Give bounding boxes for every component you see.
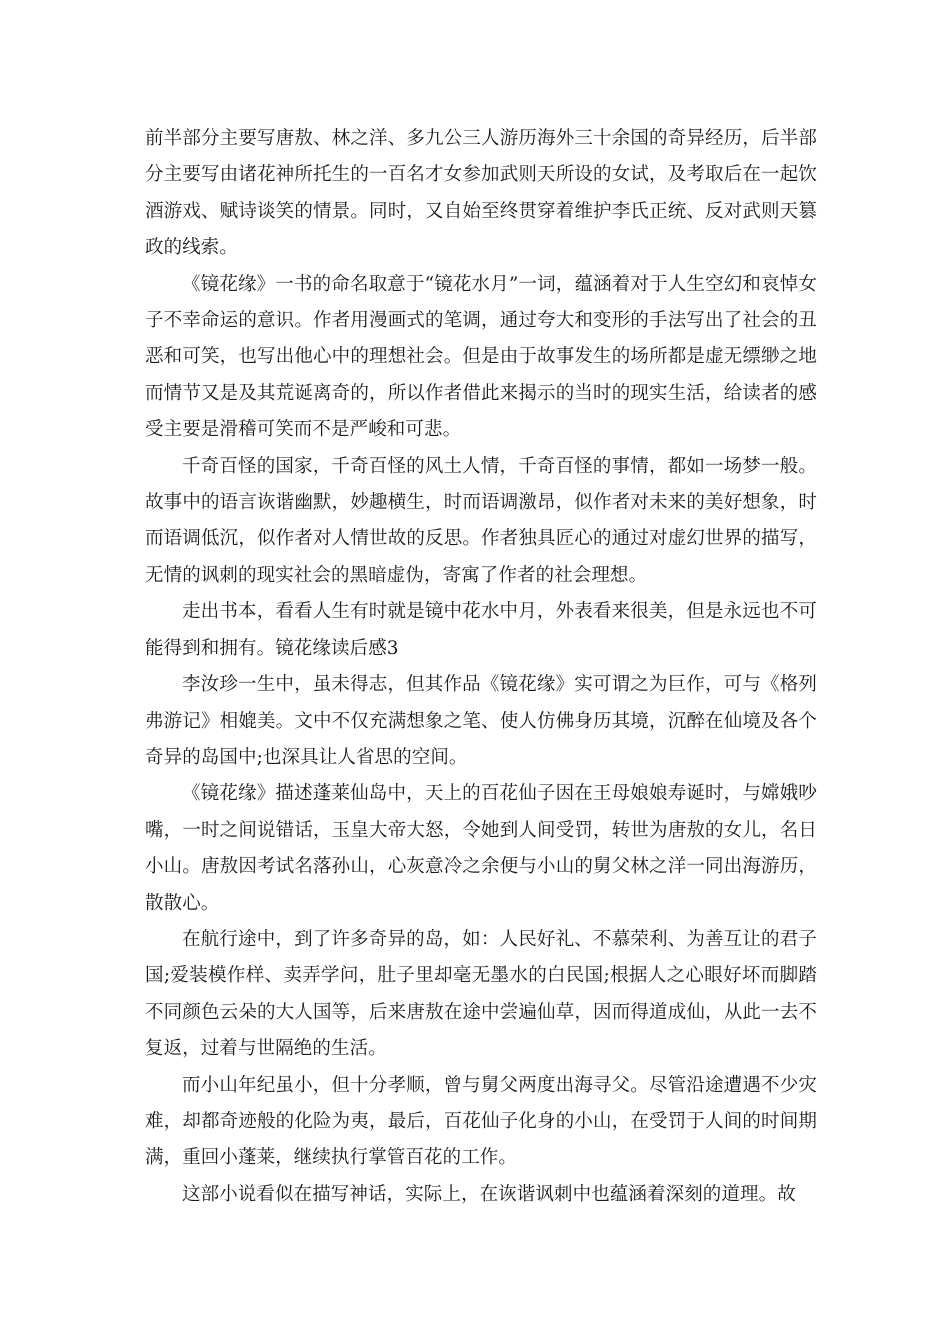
paragraph-4: 走出书本，看看人生有时就是镜中花水中月，外表看来很美，但是永远也不可能得到和拥有。镜花缘读后感3 (145, 601, 817, 659)
paragraph-8: 而小山年纪虽小，但十分孝顺，曾与舅父两度出海寻父。尽管沿途遭遇不少灾难，却都奇迹般的化险为夷，最后，百花仙子化身的小山，在受罚于人间的时间期满，重回小蓬莱，继续执行掌管百花的工作。 (145, 1074, 817, 1169)
paragraph-7: 在航行途中，到了许多奇异的岛，如：人民好礼、不慕荣利、为善互让的君子国;爱装模作样、卖弄学问，肚子里却毫无墨水的白民国;根据人之心眼好坏而脚踏不同颜色云朵的大人国等，后来唐敖在途中尝遍仙草，因而得道成仙，从此一去不复返，过着与世隔绝的生活。 (145, 928, 817, 1060)
paragraph-3: 千奇百怪的国家，千奇百怪的风土人情，千奇百怪的事情，都如一场梦一般。故事中的语言诙谐幽默，妙趣横生，时而语调激昂，似作者对未来的美好想象，时而语调低沉，似作者对人情世故的反思。作者独具匠心的通过对虚幻世界的描写，无情的讽刺的现实社会的黑暗虚伪，寄寓了作者的社会理想。 (145, 455, 817, 586)
paragraph-1: 前半部分主要写唐敖、林之洋、多九公三人游历海外三十余国的奇异经历，后半部分主要写由诸花神所托生的一百名才女参加武则天所设的女试，及考取后在一起饮酒游戏、赋诗谈笑的情景。同时，又自始至终贯穿着维护李氏正统、反对武则天篡政的线索。 (145, 128, 817, 259)
paragraph-6: 《镜花缘》描述蓬莱仙岛中，天上的百花仙子因在王母娘娘寿诞时，与嫦娥吵嘴，一时之间说错话，玉皇大帝大怒，令她到人间受罚，转世为唐敖的女儿，名日小山。唐敖因考试名落孙山，心灰意冷之余便与小山的舅父林之洋一同出海游历，散散心。 (145, 783, 817, 914)
paragraph-9: 这部小说看似在描写神话，实际上，在诙谐讽刺中也蕴涵着深刻的道理。故 (182, 1183, 796, 1205)
paragraph-2: 《镜花缘》一书的命名取意于“镜花水月”一词，蕴涵着对于人生空幻和哀悼女子不幸命运的意识。作者用漫画式的笔调，通过夸大和变形的手法写出了社会的丑恶和可笑，也写出他心中的理想社会。但是由于故事发生的场所都是虚无缥缈之地而情节又是及其荒诞离奇的，所以作者借此来揭示的当时的现实生活，给读者的感受主要是滑稽可笑而不是严峻和可悲。 (145, 273, 817, 441)
document-body (145, 121, 817, 1213)
paragraph-5: 李汝珍一生中，虽未得志，但其作品《镜花缘》实可谓之为巨作，可与《格列弗游记》相媲美。文中不仅充满想象之笔、使人仿佛身历其境，沉醉在仙境及各个奇异的岛国中;也深具让人省思的空间。 (145, 674, 817, 768)
